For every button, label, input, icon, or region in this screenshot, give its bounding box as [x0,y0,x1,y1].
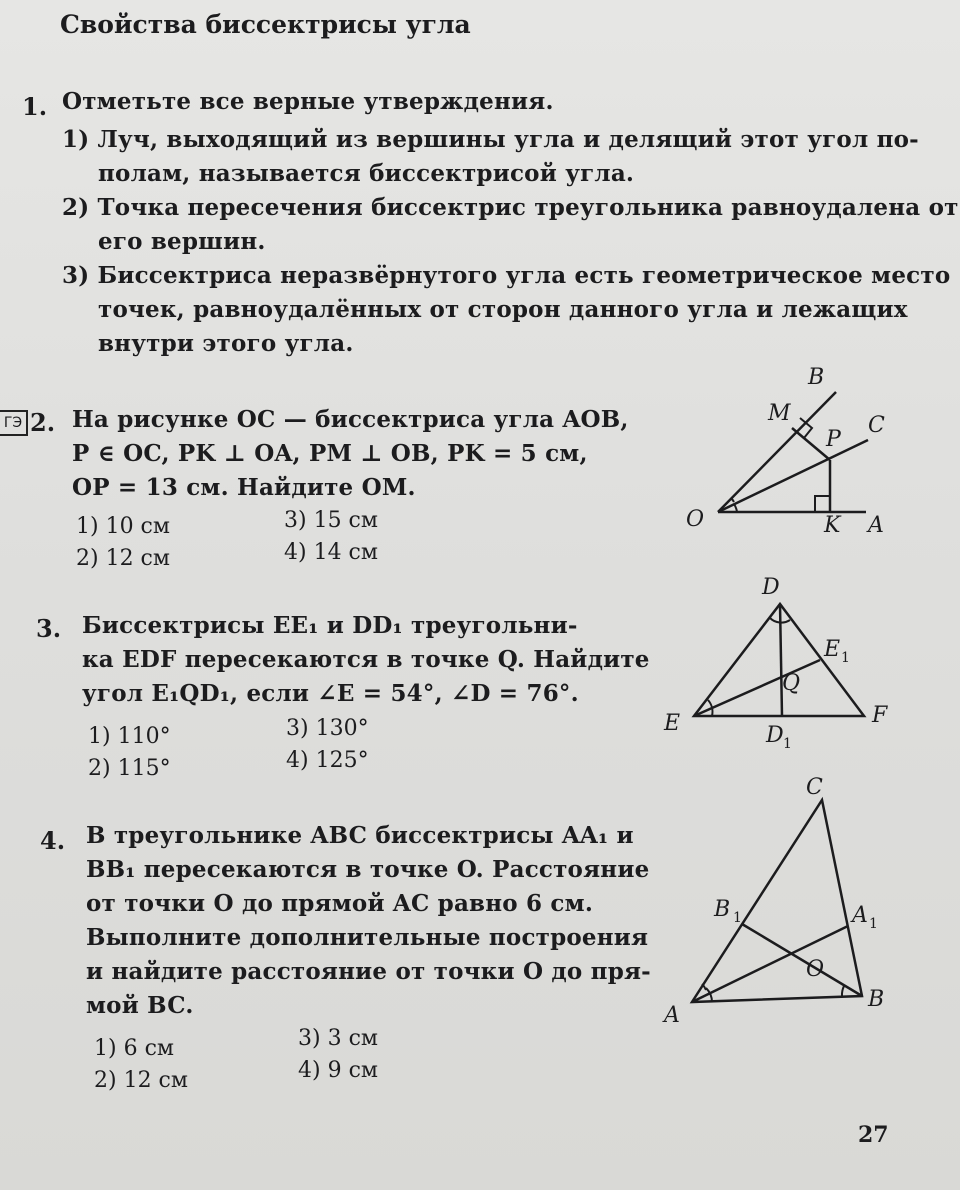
q4-line: мой BC. [86,992,194,1019]
q1-item: 1) Луч, выходящий из вершины угла и делящий этот угол по- [62,126,919,153]
q3-number: 3. [36,614,62,643]
q3-label-E: E [664,711,681,736]
q2-line: На рисунке OC — биссектриса угла AOB, [72,406,629,433]
q1-number: 1. [22,92,48,121]
page-number: 27 [858,1122,889,1148]
q2-answer: 3) 15 см [284,508,378,533]
q3-line: угол E₁QD₁, если ∠E = 54°, ∠D = 76°. [82,680,579,707]
q4-label-A1: A [852,903,868,928]
q4-answer: 1) 6 см [94,1036,174,1061]
q3-label-D1-sub: 1 [783,736,792,752]
q4-answer: 3) 3 см [298,1026,378,1051]
q1-item: внутри этого угла. [98,330,354,357]
q1-item: 2) Точка пересечения биссектрис треугольника равноудалена от [62,194,959,221]
q2-answer: 4) 14 см [284,540,378,565]
q1-item: 3) Биссектриса неразвёрнутого угла есть геометрическое место [62,262,951,289]
q3-answer: 4) 125° [286,748,369,773]
q4-label-C: C [806,775,823,800]
q3-answer: 3) 130° [286,716,369,741]
q4-answer: 4) 9 см [298,1058,378,1083]
q3-label-E1-sub: 1 [841,650,850,666]
q2-label-B: B [808,365,825,390]
q4-label-A1-sub: 1 [869,916,878,932]
q1-item: его вершин. [98,228,266,255]
q4-label-B1-sub: 1 [733,910,742,926]
q2-answer: 2) 12 см [76,546,170,571]
q3-label-D: D [762,575,780,600]
q4-label-B1: B [714,897,731,922]
q1-item: полам, называется биссектрисой угла. [98,160,635,187]
q4-line: и найдите расстояние от точки O до пря- [86,958,651,985]
q4-label-O: O [806,957,825,982]
q1-item: точек, равноудалённых от сторон данного угла и лежащих [98,296,908,323]
exam-badge: ГЭ [0,410,28,436]
q4-label-A: A [664,1003,680,1028]
q2-label-P: P [826,427,841,452]
q2-label-A: A [868,513,884,538]
q2-label-K: K [824,513,841,538]
q3-line: Биссектрисы EE₁ и DD₁ треугольни- [82,612,578,639]
q4-line: от точки O до прямой AC равно 6 см. [86,890,594,917]
page-title: Свойства биссектрисы угла [60,10,471,39]
q2-line: P ∈ OC, PK ⊥ OA, PM ⊥ OB, PK = 5 см, [72,440,588,467]
q4-line: BB₁ пересекаются в точке O. Расстояние [86,856,650,883]
q4-answer: 2) 12 см [94,1068,188,1093]
q4-number: 4. [40,826,66,855]
q2-answer: 1) 10 см [76,514,170,539]
q3-line: ка EDF пересекаются в точке Q. Найдите [82,646,650,673]
q2-label-O: O [686,507,705,532]
q1-prompt: Отметьте все верные утверждения. [62,88,554,115]
q3-label-E1: E [824,637,841,662]
q2-label-M: M [768,401,791,426]
q3-label-Q: Q [782,671,801,696]
q2-line: OP = 13 см. Найдите OM. [72,474,416,501]
q3-answer: 2) 115° [88,756,171,781]
q4-label-B: B [868,987,885,1012]
q2-label-C: C [868,413,885,438]
q4-line: Выполните дополнительные построения [86,924,649,951]
q3-answer: 1) 110° [88,724,171,749]
q3-label-D1: D [766,723,784,748]
q2-number: 2. [30,408,56,437]
q3-label-F: F [872,703,888,728]
q4-line: В треугольнике ABC биссектрисы AA₁ и [86,822,634,849]
